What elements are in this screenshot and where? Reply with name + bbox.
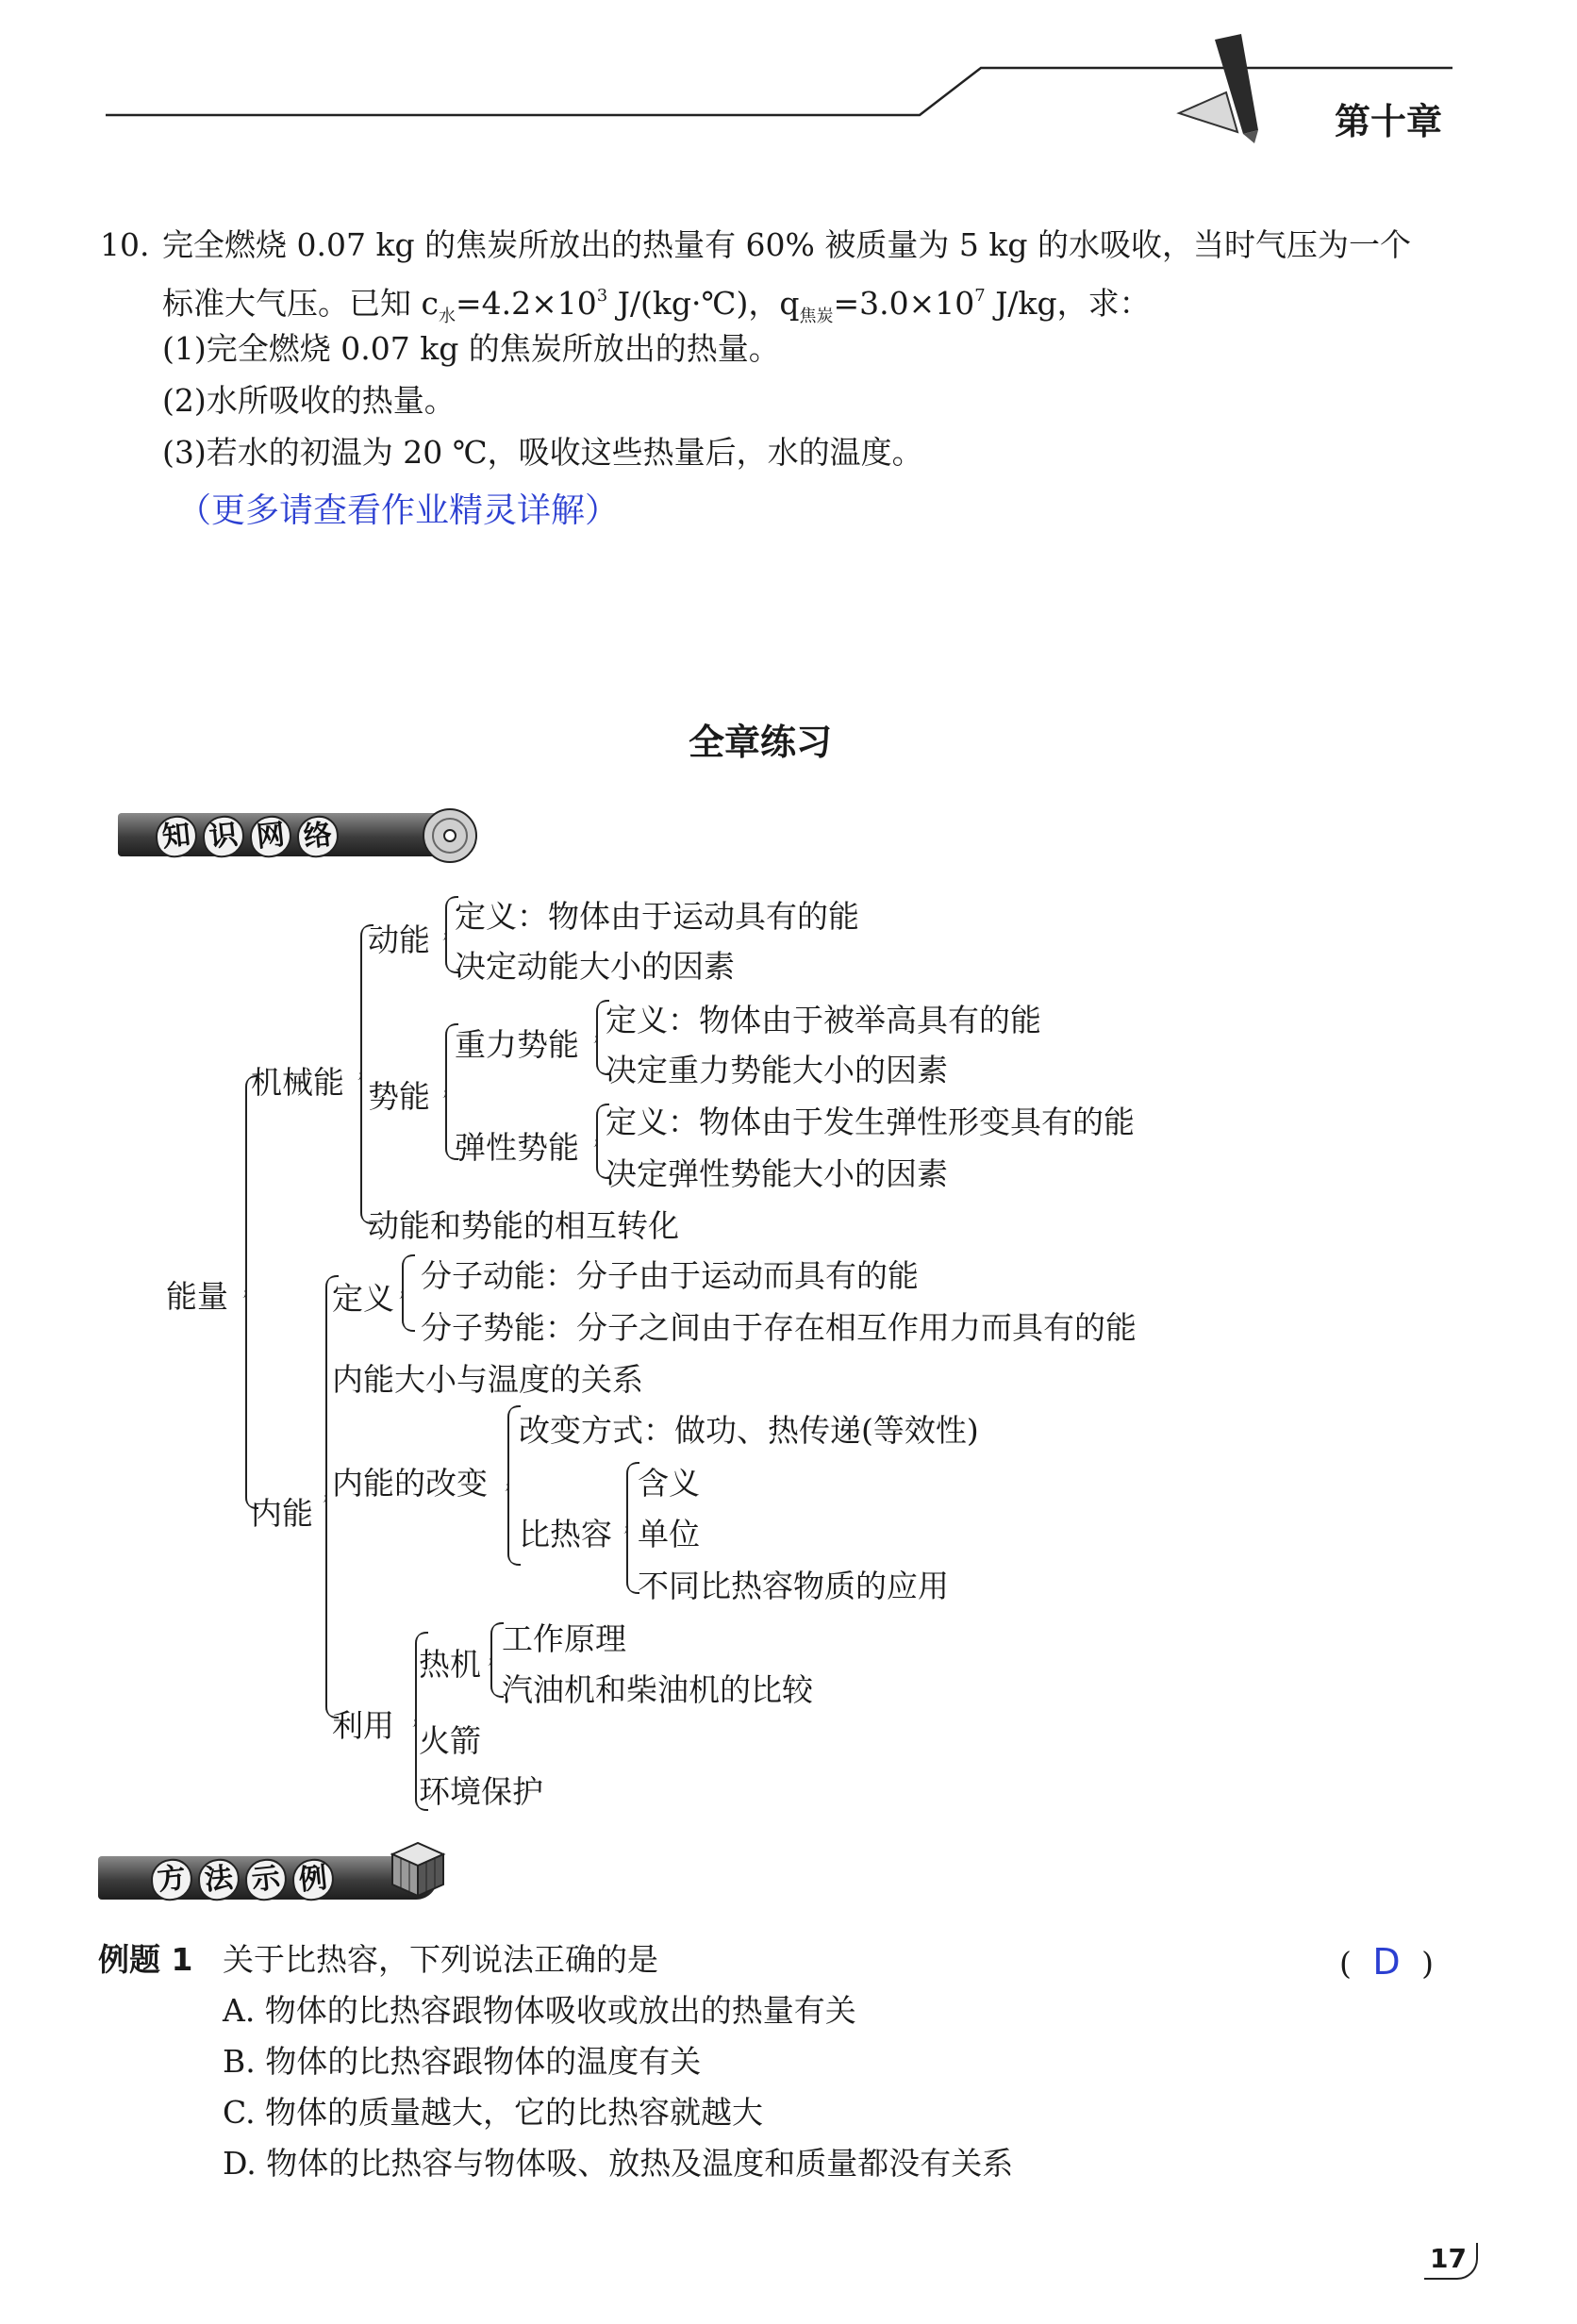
chapter-title: 第十章: [1335, 101, 1443, 142]
answer-bracket: ( D ): [1339, 1941, 1435, 1983]
question-2: (2)水所吸收的热量。: [162, 382, 456, 419]
problem-line-2: 标准大气压。已知 $c_水=4.2\times 10^3$ J/(kg·℃)，$q_{焦炭}=3.0\times 10^7$ J/kg，求：: [162, 285, 1151, 326]
node-mechanical: 机械能: [251, 1064, 344, 1101]
node-potential: 势能: [368, 1078, 430, 1115]
question-1: (1)完全燃烧 0.07 kg 的焦炭所放出的热量。: [162, 330, 780, 367]
node-env: 环境保护: [419, 1773, 543, 1810]
question-3: (3)若水的初温为 20 ℃，吸收这些热量后，水的温度。: [162, 434, 923, 471]
node-mol-potential: 分子势能：分子之间由于存在相互作用力而具有的能: [421, 1309, 1137, 1346]
node-elastic: 弹性势能: [455, 1129, 579, 1166]
node-kinetic-def: 定义：物体由于运动具有的能: [455, 898, 859, 935]
node-mol-kinetic: 分子动能：分子由于运动而具有的能: [421, 1257, 919, 1294]
node-conversion: 动能和势能的相互转化: [368, 1207, 679, 1244]
page-number: 17: [1424, 2243, 1478, 2280]
example-stem: 关于比热容，下列说法正确的是: [223, 1941, 658, 1978]
brace-root: [245, 1075, 260, 1509]
badge-label: 知 识 网 络: [156, 816, 344, 857]
node-elastic-factor: 决定弹性势能大小的因素: [606, 1155, 948, 1192]
node-meaning: 含义: [638, 1465, 700, 1502]
disc-icon: [420, 805, 480, 866]
problem-number: 10.: [100, 226, 150, 263]
option-d: D. 物体的比热容与物体吸、放热及温度和质量都没有关系: [223, 2145, 1014, 2182]
node-heat-engine: 热机: [419, 1646, 481, 1683]
more-link[interactable]: （更多请查看作业精灵详解）: [177, 491, 620, 530]
brace-mech: [360, 924, 375, 1224]
node-application: 不同比热容物质的应用: [638, 1568, 949, 1604]
problem-line-1: 完全燃烧 0.07 kg 的焦炭所放出的热量有 60% 被质量为 5 kg 的水吸收，当时气压为一个: [162, 226, 1411, 263]
option-a: A. 物体的比热容跟物体吸收或放出的热量有关: [223, 1992, 856, 2029]
node-temp-relation: 内能大小与温度的关系: [332, 1361, 643, 1398]
node-rocket: 火箭: [419, 1722, 481, 1759]
node-use: 利用: [332, 1707, 394, 1744]
node-change-ways: 改变方式：做功、热传递(等效性): [519, 1412, 979, 1449]
pencil-icon: [1179, 34, 1258, 143]
node-internal: 内能: [251, 1495, 313, 1532]
option-c: C. 物体的质量越大，它的比热容就越大: [223, 2094, 764, 2131]
badge-label: 方 法 示 例: [151, 1859, 340, 1901]
answer-value: D: [1372, 1941, 1401, 1983]
rubiks-cube-icon: [385, 1835, 451, 1901]
option-b: B. 物体的比热容跟物体的温度有关: [223, 2043, 702, 2080]
example-label: 例题 1: [98, 1941, 193, 1978]
node-change: 内能的改变: [332, 1465, 488, 1502]
node-kinetic-factor: 决定动能大小的因素: [455, 948, 735, 985]
node-energy: 能量: [166, 1278, 228, 1315]
node-elastic-def: 定义：物体由于发生弹性形变具有的能: [606, 1104, 1135, 1140]
node-compare: 汽油机和柴油机的比较: [502, 1671, 813, 1708]
section-title: 全章练习: [689, 722, 833, 763]
node-kinetic: 动能: [368, 921, 430, 958]
node-principle: 工作原理: [502, 1620, 626, 1657]
node-unit: 单位: [638, 1516, 700, 1552]
brace-def: [402, 1254, 417, 1332]
method-example-badge: [98, 1856, 438, 1900]
node-def: 定义: [332, 1280, 394, 1317]
node-gravity-factor: 决定重力势能大小的因素: [606, 1052, 948, 1088]
node-specific-heat: 比热容: [519, 1516, 612, 1552]
node-gravity: 重力势能: [455, 1026, 579, 1063]
knowledge-network-badge: [118, 813, 476, 856]
node-gravity-def: 定义：物体由于被举高具有的能: [606, 1002, 1041, 1038]
